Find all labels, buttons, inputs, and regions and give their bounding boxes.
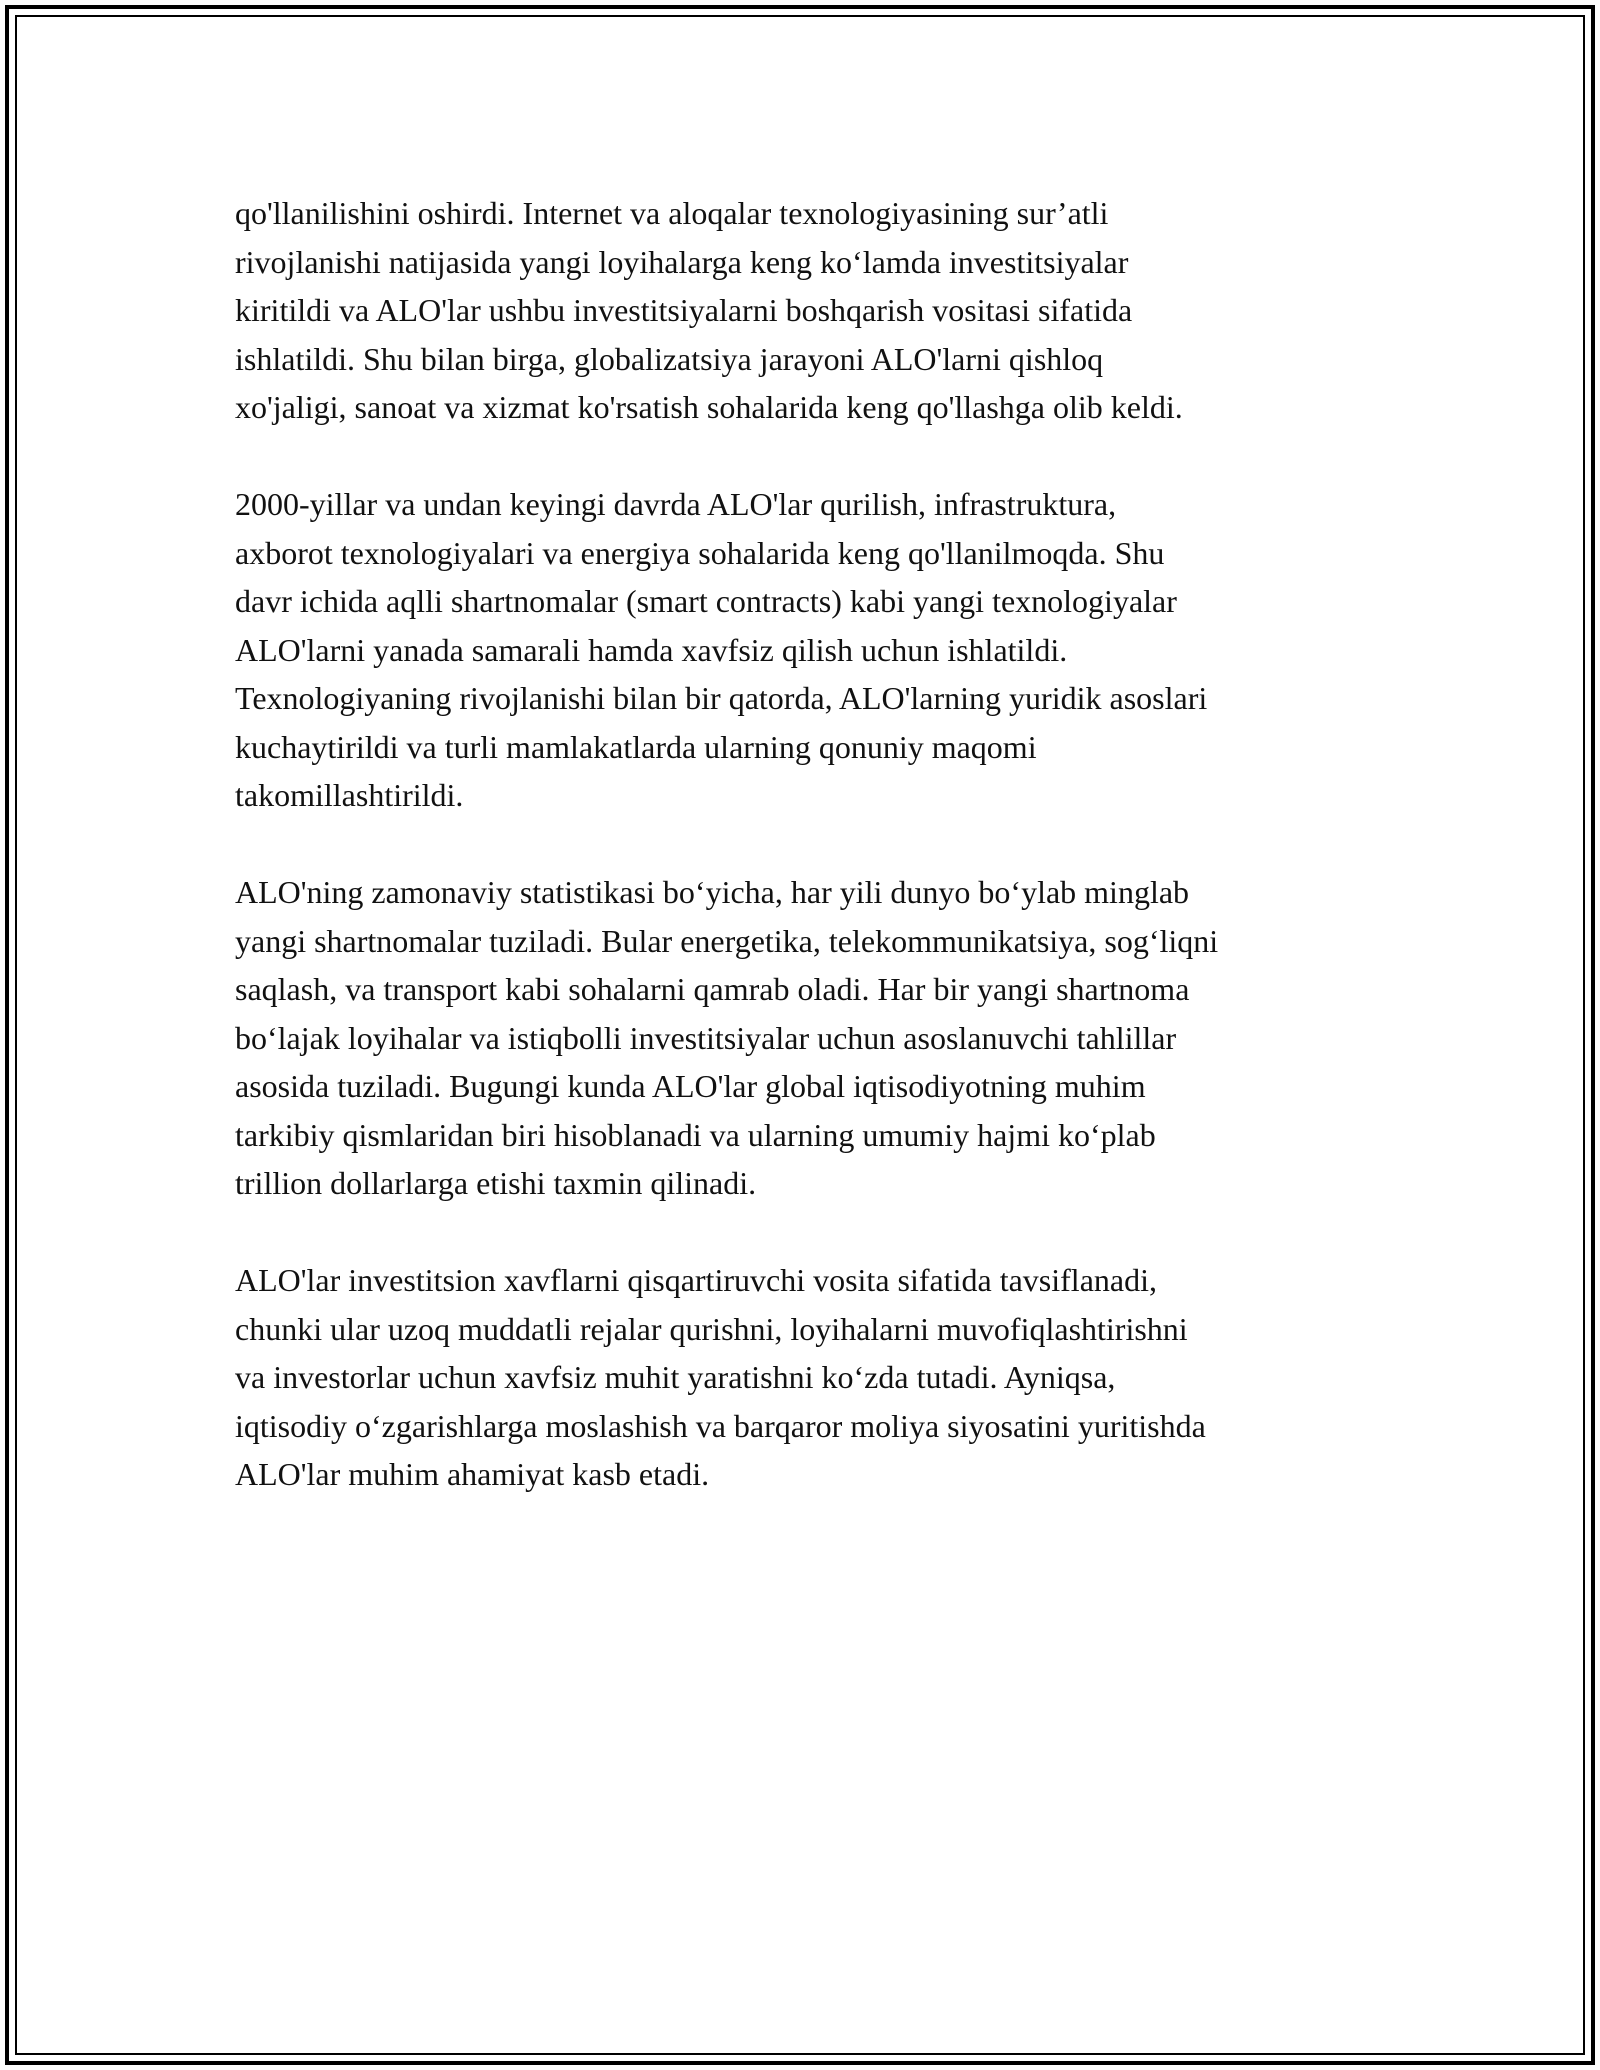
text-line: saqlash, va transport kabi sohalarni qamrab oladi. Har bir yangi shartnoma bbox=[235, 971, 1190, 1007]
text-line: kiritildi va ALO'lar ushbu investitsiyalarni boshqarish vositasi sifatida bbox=[235, 292, 1133, 328]
document-body bbox=[235, 189, 1375, 1547]
text-line: chunki ular uzoq muddatli rejalar qurishni, loyihalarni muvofiqlashtirishni bbox=[235, 1310, 1188, 1347]
text-line: ALO'lar investitsion xavflarni qisqartiruvchi vosita sifatida tavsiflanadi, bbox=[235, 1262, 1157, 1298]
text-line: davr ichida aqlli shartnomalar (smart contracts) kabi yangi texnologiyalar bbox=[235, 583, 1177, 619]
text-line: asosida tuziladi. Bugungi kunda ALO'lar global iqtisodiyotning muhim bbox=[235, 1068, 1146, 1104]
text-line: xo'jaligi, sanoat va xizmat ko'rsatish sohalarida keng qo'llashga olib keldi. bbox=[235, 389, 1183, 425]
paragraph-4 bbox=[235, 1256, 1375, 1499]
text-line: yangi shartnomalar tuziladi. Bular energetika, telekommunikatsiya, sog‘liqni bbox=[235, 922, 1219, 959]
text-line: ishlatildi. Shu bilan birga, globalizatsiya jarayoni ALO'larni qishloq bbox=[235, 340, 1104, 377]
text-line: kuchaytirildi va turli mamlakatlarda ularning qonuniy maqomi bbox=[235, 728, 1037, 765]
text-line: takomillashtirildi. bbox=[235, 777, 464, 813]
paragraph-3 bbox=[235, 868, 1375, 1208]
text-line: bo‘lajak loyihalar va istiqbolli investitsiyalar uchun asoslanuvchi tahlillar bbox=[235, 1019, 1177, 1056]
paragraph-1 bbox=[235, 189, 1375, 432]
text-line: qo'llanilishini oshirdi. Internet va aloqalar texnologiyasining sur’atli bbox=[235, 195, 1109, 231]
text-line: 2000-yillar va undan keyingi davrda ALO'lar qurilish, infrastruktura, bbox=[235, 486, 1117, 522]
text-line: rivojlanishi natijasida yangi loyihalarga keng ko‘lamda investitsiyalar bbox=[235, 243, 1129, 280]
text-line: trillion dollarlarga etishi taxmin qilinadi. bbox=[235, 1165, 757, 1201]
text-line: axborot texnologiyalari va energiya sohalarida keng qo'llanilmoqda. Shu bbox=[235, 534, 1165, 571]
text-line: ALO'larni yanada samarali hamda xavfsiz qilish uchun ishlatildi. bbox=[235, 631, 1068, 668]
text-line: tarkibiy qismlaridan biri hisoblanadi va ularning umumiy hajmi ko‘plab bbox=[235, 1116, 1156, 1153]
text-line: Texnologiyaning rivojlanishi bilan bir qatorda, ALO'larning yuridik asoslari bbox=[235, 680, 1208, 716]
paragraph-2 bbox=[235, 480, 1375, 820]
text-line: va investorlar uchun xavfsiz muhit yaratishni ko‘zda tutadi. Ayniqsa, bbox=[235, 1359, 1116, 1395]
text-line: iqtisodiy o‘zgarishlarga moslashish va barqaror moliya siyosatini yuritishda bbox=[235, 1407, 1206, 1444]
text-line: ALO'ning zamonaviy statistikasi bo‘yicha, har yili dunyo bo‘ylab minglab bbox=[235, 874, 1190, 910]
text-line: ALO'lar muhim ahamiyat kasb etadi. bbox=[235, 1456, 710, 1492]
